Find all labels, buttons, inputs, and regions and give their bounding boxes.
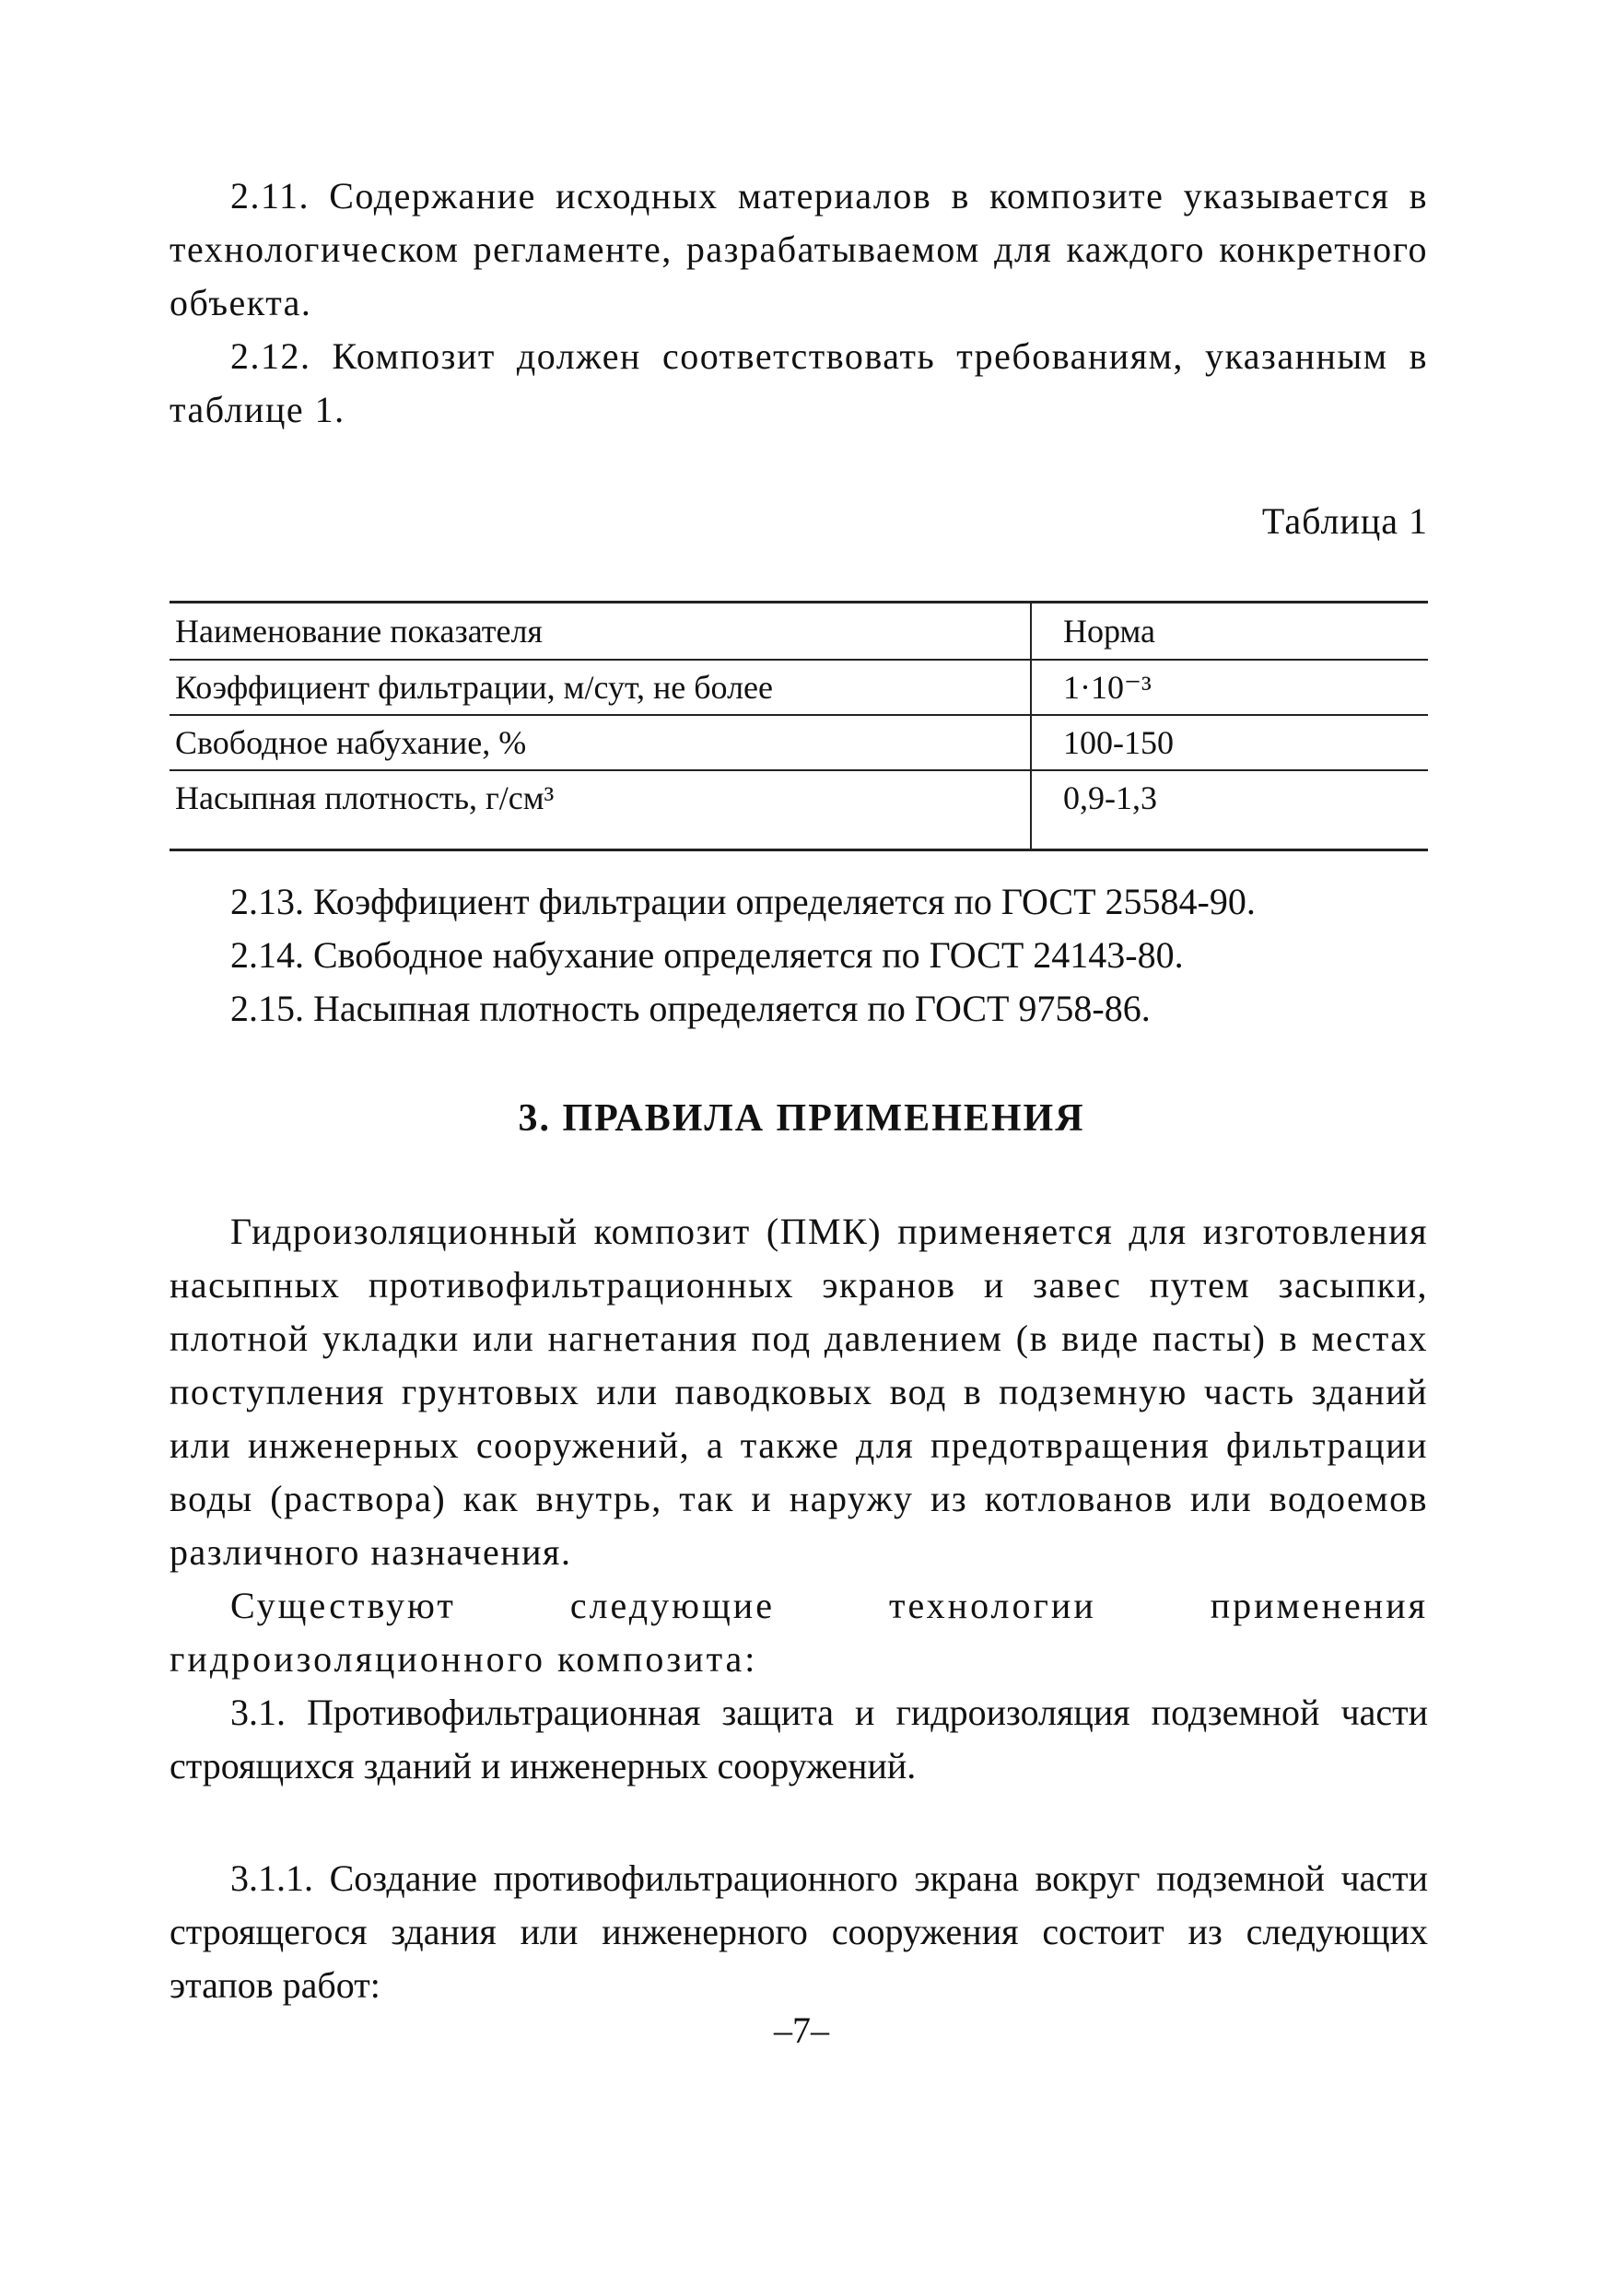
paragraph-2-14: 2.14. Свободное набухание определяется по ГОСТ 24143-80. bbox=[230, 934, 1184, 976]
paragraph-technologies: Существуют следующие технологии применения гидроизоляционного композита: bbox=[170, 1585, 1428, 1680]
paragraph-3-1-1-block bbox=[170, 1852, 1428, 2012]
table-cell-norm: 100-150 bbox=[1031, 715, 1428, 770]
table-row bbox=[170, 715, 1428, 770]
table-cell-norm: 1·10⁻³ bbox=[1031, 660, 1428, 715]
paragraph-2-11: 2.11. Содержание исходных материалов в композите указывается в технологическом регламенте, разрабатываемом для каждого конкретного объекта. bbox=[170, 175, 1428, 323]
table-row bbox=[170, 770, 1428, 850]
test-method-paragraphs bbox=[170, 875, 1428, 1036]
requirements-table bbox=[170, 601, 1428, 851]
section-3-paragraphs bbox=[170, 1205, 1428, 1793]
paragraph-application: Гидроизоляционный композит (ПМК) применяется для изготовления насыпных противофильтрационных экранов и завес путем засыпки, плотной укладки или нагнетания под давлением (в виде пасты) в местах поступления грунтовых или паводковых вод в подземную часть зданий или инженерных сооружений, а также для предотвращения фильтрации воды (раствора) как внутрь, так и наружу из котлованов или водоемов различного назначения. bbox=[170, 1211, 1428, 1573]
table-cell-indicator: Насыпная плотность, г/см³ bbox=[170, 770, 1031, 850]
table-cell-norm: 0,9-1,3 bbox=[1031, 770, 1428, 850]
table-header-row bbox=[170, 603, 1428, 661]
paragraph-2-15: 2.15. Насыпная плотность определяется по ГОСТ 9758-86. bbox=[230, 988, 1151, 1029]
page-number: –7– bbox=[774, 2009, 829, 2051]
section-heading: 3. ПРАВИЛА ПРИМЕНЕНИЯ bbox=[518, 1097, 1085, 1140]
table-cell-indicator: Коэффициент фильтрации, м/сут, не более bbox=[170, 660, 1031, 715]
table-caption: Таблица 1 bbox=[1261, 500, 1428, 542]
table-cell-indicator: Свободное набухание, % bbox=[170, 715, 1031, 770]
paragraph-3-1-1: 3.1.1. Создание противофильтрационного экрана вокруг подземной части строящегося здания или инженерного сооружения состоит из следующих этапов работ: bbox=[170, 1857, 1428, 2006]
table-row bbox=[170, 660, 1428, 715]
paragraph-2-12: 2.12. Композит должен соответствовать требованиям, указанным в таблице 1. bbox=[170, 335, 1428, 430]
paragraph-2-13: 2.13. Коэффициент фильтрации определяется по ГОСТ 25584-90. bbox=[230, 881, 1256, 922]
intro-paragraphs bbox=[170, 170, 1428, 437]
table-header-norm: Норма bbox=[1031, 603, 1428, 661]
table-header-indicator: Наименование показателя bbox=[170, 603, 1031, 661]
paragraph-3-1: 3.1. Противофильтрационная защита и гидроизоляция подземной части строящихся зданий и инженерных сооружений. bbox=[170, 1692, 1428, 1786]
